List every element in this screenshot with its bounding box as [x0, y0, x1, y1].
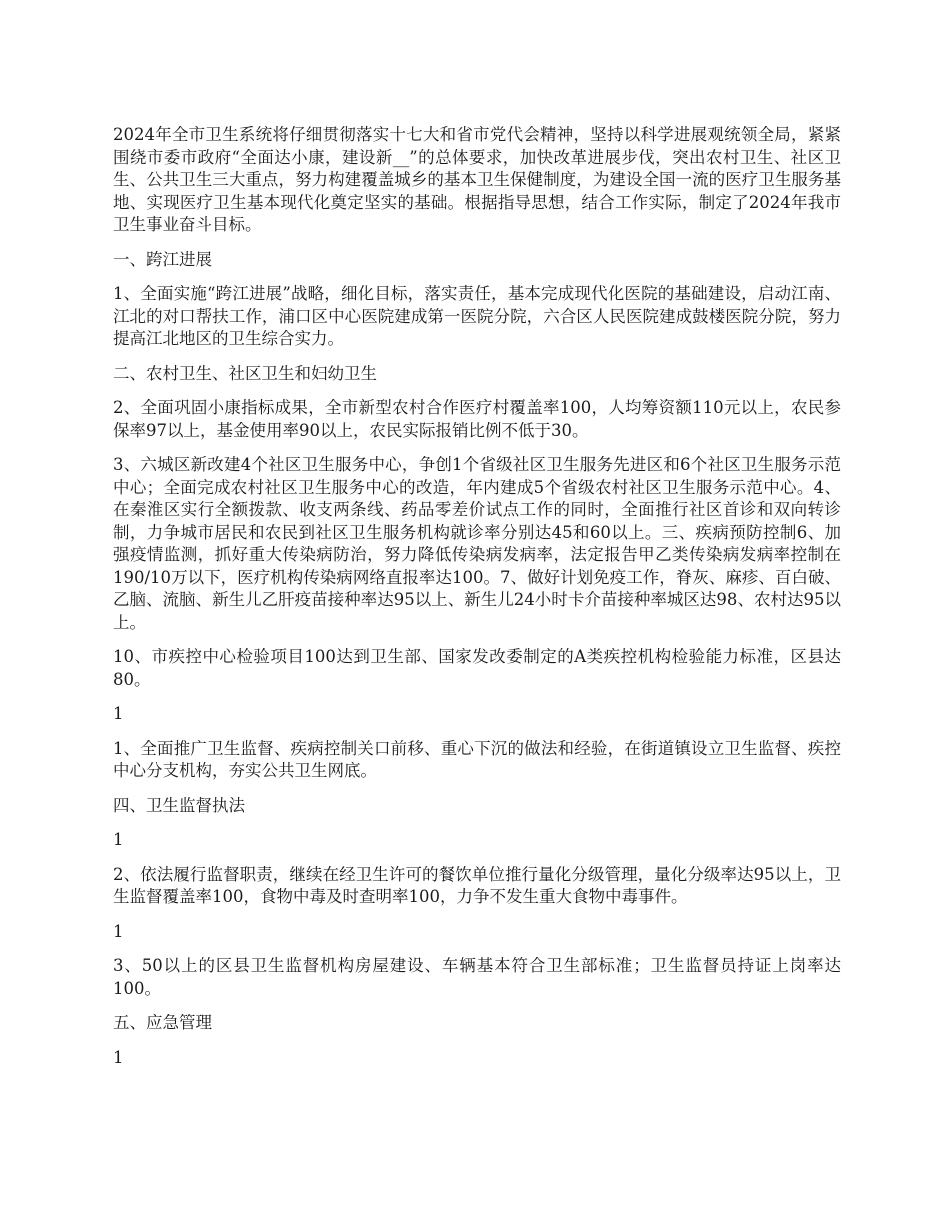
document-body — [113, 124, 841, 1081]
paragraph-item: 2、依法履行监督职责，继续在经卫生许可的餐饮单位推行量化分级管理，量化分级率达95以上，卫生监督覆盖率100，食物中毒及时查明率100，力争不发生重大食物中毒事件。 — [113, 864, 841, 906]
intro-paragraph: 2024年全市卫生系统将仔细贯彻落实十七大和省市党代会精神，坚持以科学进展观统领全局，紧紧围绕市委市政府“全面达小康，建设新__”的总体要求，加快改革进展步伐，突出农村卫生、社区卫生、公共卫生三大重点，努力构建覆盖城乡的基本卫生保健制度，为建设全国一流的医疗卫生服务基地、实现医疗卫生基本现代化奠定坚实的基础。根据指导思想，结合工作实际，制定了2024年我市卫生事业奋斗目标。 — [113, 125, 841, 234]
page-number-marker: 1 — [113, 1047, 124, 1067]
section-heading-rural-community: 二、农村卫生、社区卫生和妇幼卫生 — [113, 363, 377, 383]
paragraph-item: 1、全面推广卫生监督、疾病控制关口前移、重心下沉的做法和经验，在街道镇设立卫生监督、疾控中心分支机构，夯实公共卫生网底。 — [113, 738, 841, 780]
paragraph-item: 1、全面实施“跨江进展”战略，细化目标，落实责任，基本完成现代化医院的基础建设，启动江南、江北的对口帮扶工作，浦口区中心医院建成第一医院分院，六合区人民医院建成鼓楼医院分院，努力提高江北地区的卫生综合实力。 — [113, 284, 841, 348]
section-heading-emergency: 五、应急管理 — [113, 1013, 212, 1032]
paragraph-item: 2、全面巩固小康指标成果，全市新型农村合作医疗村覆盖率100，人均筹资额110元以上，农民参保率97以上，基金使用率90以上，农民实际报销比例不低于30。 — [113, 398, 841, 440]
section-heading-cross-river: 一、跨江进展 — [113, 249, 212, 269]
section-heading-supervision: 四、卫生监督执法 — [113, 795, 245, 815]
paragraph-item: 3、六城区新改建4个社区卫生服务中心，争创1个省级社区卫生服务先进区和6个社区卫生服务示范中心；全面完成农村社区卫生服务中心的改造，年内建成5个省级农村社区卫生服务示范中心。4、在秦淮区实行全额拨款、收支两条线、药品零差价试点工作的同时，全面推行社区首诊和双向转诊制，力争城市居民和农民到社区卫生服务机构就诊率分别达45和60以上。三、疾病预防控制6、加强疫情监测，抓好重大传染病防治，努力降低传染病发病率，法定报告甲乙类传染病发病率控制在190/10万以下，医疗机构传染病网络直报率达100。7、做好计划免疫工作，脊灰、麻疹、百白破、乙脑、流脑、新生儿乙肝疫苗接种率达95以上、新生儿24小时卡介苗接种率城区达98、农村达95以上。 — [113, 455, 841, 632]
paragraph-item: 3、50以上的区县卫生监督机构房屋建设、车辆基本符合卫生部标准；卫生监督员持证上岗率达100。 — [113, 956, 841, 998]
page-number-marker: 1 — [113, 704, 124, 723]
page-number-marker: 1 — [113, 830, 124, 849]
paragraph-item: 10、市疾控中心检验项目100达到卫生部、国家发改委制定的A类疾控机构检验能力标准，区县达80。 — [113, 647, 841, 689]
page-number-marker: 1 — [113, 921, 124, 941]
